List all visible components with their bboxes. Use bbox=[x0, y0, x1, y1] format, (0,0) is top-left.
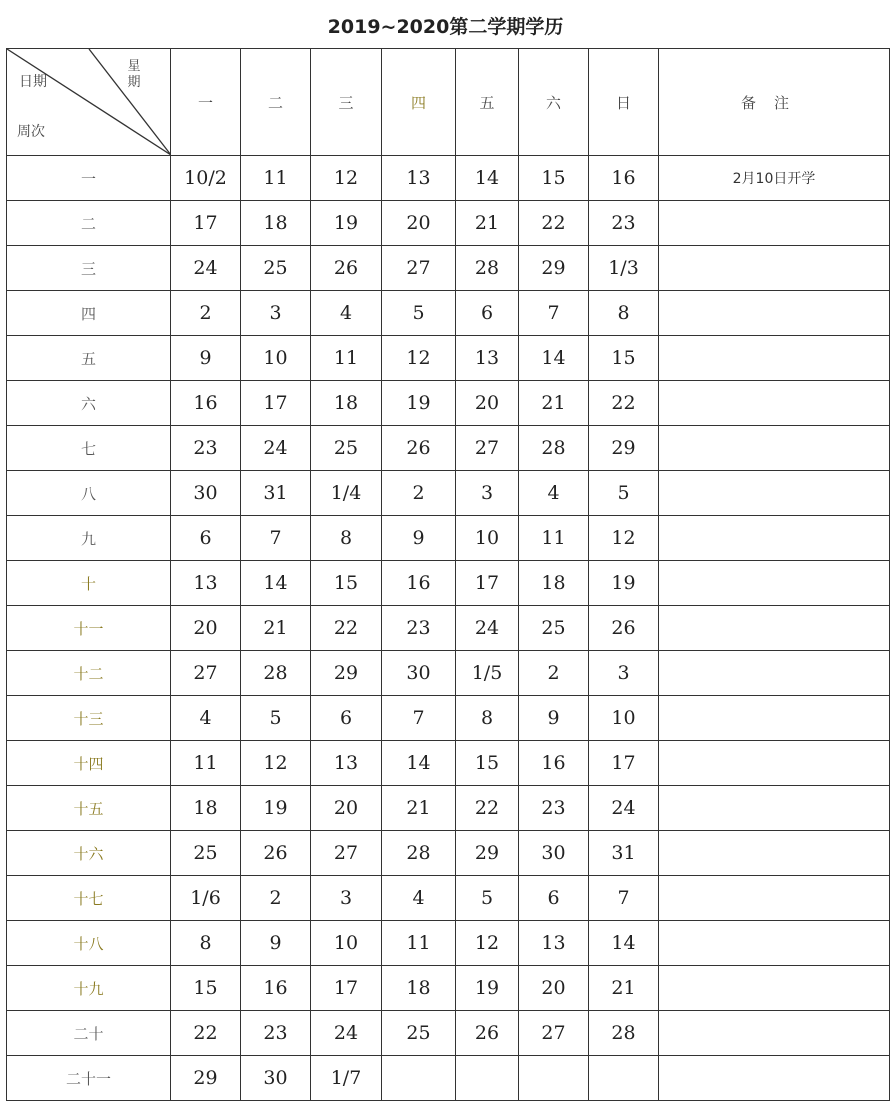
week-row bbox=[7, 831, 890, 876]
week-number-cell: 十 bbox=[7, 561, 171, 606]
week-row bbox=[7, 1011, 890, 1056]
note-cell bbox=[659, 696, 890, 741]
date-cell: 18 bbox=[519, 561, 589, 606]
date-cell: 25 bbox=[171, 831, 241, 876]
date-cell: 29 bbox=[171, 1056, 241, 1101]
date-cell: 27 bbox=[382, 246, 456, 291]
date-cell: 20 bbox=[382, 201, 456, 246]
day-header: 四 bbox=[382, 49, 456, 156]
date-cell: 7 bbox=[519, 291, 589, 336]
note-cell bbox=[659, 201, 890, 246]
date-cell: 17 bbox=[456, 561, 519, 606]
date-cell bbox=[456, 1056, 519, 1101]
date-cell: 13 bbox=[171, 561, 241, 606]
date-cell: 7 bbox=[241, 516, 311, 561]
date-cell bbox=[519, 1056, 589, 1101]
corner-week-label: 周次 bbox=[17, 124, 45, 140]
note-cell bbox=[659, 246, 890, 291]
date-cell: 14 bbox=[589, 921, 659, 966]
day-header: 六 bbox=[519, 49, 589, 156]
date-cell: 3 bbox=[589, 651, 659, 696]
date-cell: 1/3 bbox=[589, 246, 659, 291]
date-cell: 18 bbox=[241, 201, 311, 246]
date-cell bbox=[382, 1056, 456, 1101]
date-cell: 10/2 bbox=[171, 156, 241, 201]
week-row bbox=[7, 201, 890, 246]
week-row bbox=[7, 1056, 890, 1101]
header-row bbox=[7, 49, 890, 156]
date-cell: 4 bbox=[382, 876, 456, 921]
date-cell: 4 bbox=[311, 291, 382, 336]
date-cell: 30 bbox=[382, 651, 456, 696]
week-number-cell: 一 bbox=[7, 156, 171, 201]
note-header: 备注 bbox=[659, 49, 890, 156]
date-cell: 28 bbox=[241, 651, 311, 696]
note-cell bbox=[659, 966, 890, 1011]
date-cell: 26 bbox=[241, 831, 311, 876]
date-cell: 16 bbox=[519, 741, 589, 786]
date-cell: 28 bbox=[456, 246, 519, 291]
date-cell: 15 bbox=[171, 966, 241, 1011]
date-cell: 5 bbox=[589, 471, 659, 516]
week-number-cell: 十九 bbox=[7, 966, 171, 1011]
date-cell: 5 bbox=[456, 876, 519, 921]
note-cell bbox=[659, 291, 890, 336]
date-cell: 17 bbox=[171, 201, 241, 246]
date-cell: 27 bbox=[519, 1011, 589, 1056]
date-cell: 16 bbox=[241, 966, 311, 1011]
date-cell: 26 bbox=[589, 606, 659, 651]
note-cell bbox=[659, 786, 890, 831]
note-cell bbox=[659, 876, 890, 921]
date-cell: 21 bbox=[519, 381, 589, 426]
date-cell: 19 bbox=[241, 786, 311, 831]
week-row bbox=[7, 336, 890, 381]
date-cell: 16 bbox=[589, 156, 659, 201]
date-cell: 7 bbox=[382, 696, 456, 741]
date-cell: 15 bbox=[311, 561, 382, 606]
date-cell: 11 bbox=[241, 156, 311, 201]
date-cell: 20 bbox=[456, 381, 519, 426]
date-cell: 28 bbox=[589, 1011, 659, 1056]
date-cell: 20 bbox=[171, 606, 241, 651]
date-cell: 27 bbox=[311, 831, 382, 876]
date-cell: 22 bbox=[456, 786, 519, 831]
date-cell: 27 bbox=[171, 651, 241, 696]
date-cell: 1/7 bbox=[311, 1056, 382, 1101]
week-row bbox=[7, 561, 890, 606]
date-cell: 24 bbox=[456, 606, 519, 651]
week-number-cell: 十三 bbox=[7, 696, 171, 741]
page-title: 2019~2020第二学期学历 bbox=[327, 16, 564, 38]
date-cell: 19 bbox=[382, 381, 456, 426]
date-cell: 2 bbox=[382, 471, 456, 516]
date-cell: 29 bbox=[589, 426, 659, 471]
day-header: 三 bbox=[311, 49, 382, 156]
date-cell: 17 bbox=[241, 381, 311, 426]
week-row bbox=[7, 651, 890, 696]
week-number-cell: 十一 bbox=[7, 606, 171, 651]
date-cell: 25 bbox=[382, 1011, 456, 1056]
corner-date-label: 日期 bbox=[19, 74, 47, 90]
date-cell: 29 bbox=[519, 246, 589, 291]
date-cell: 12 bbox=[456, 921, 519, 966]
date-cell: 2 bbox=[519, 651, 589, 696]
week-number-cell: 十七 bbox=[7, 876, 171, 921]
week-number-cell: 四 bbox=[7, 291, 171, 336]
week-number-cell: 二十 bbox=[7, 1011, 171, 1056]
date-cell: 6 bbox=[519, 876, 589, 921]
date-cell: 30 bbox=[171, 471, 241, 516]
week-number-cell: 六 bbox=[7, 381, 171, 426]
date-cell: 3 bbox=[456, 471, 519, 516]
date-cell: 19 bbox=[589, 561, 659, 606]
week-row bbox=[7, 966, 890, 1011]
note-cell bbox=[659, 606, 890, 651]
date-cell: 10 bbox=[456, 516, 519, 561]
date-cell: 23 bbox=[241, 1011, 311, 1056]
date-cell: 25 bbox=[519, 606, 589, 651]
date-cell: 15 bbox=[519, 156, 589, 201]
date-cell: 27 bbox=[456, 426, 519, 471]
week-row bbox=[7, 921, 890, 966]
date-cell: 14 bbox=[382, 741, 456, 786]
date-cell: 12 bbox=[241, 741, 311, 786]
date-cell: 14 bbox=[519, 336, 589, 381]
date-cell: 8 bbox=[171, 921, 241, 966]
day-header: 一 bbox=[171, 49, 241, 156]
date-cell: 21 bbox=[241, 606, 311, 651]
date-cell: 9 bbox=[171, 336, 241, 381]
date-cell: 8 bbox=[311, 516, 382, 561]
date-cell: 3 bbox=[311, 876, 382, 921]
date-cell: 23 bbox=[382, 606, 456, 651]
week-number-cell: 五 bbox=[7, 336, 171, 381]
date-cell: 20 bbox=[519, 966, 589, 1011]
date-cell: 3 bbox=[241, 291, 311, 336]
week-number-cell: 二 bbox=[7, 201, 171, 246]
date-cell: 24 bbox=[241, 426, 311, 471]
date-cell: 29 bbox=[311, 651, 382, 696]
note-cell bbox=[659, 651, 890, 696]
date-cell: 9 bbox=[519, 696, 589, 741]
week-number-cell: 十五 bbox=[7, 786, 171, 831]
week-row bbox=[7, 876, 890, 921]
week-row bbox=[7, 786, 890, 831]
date-cell: 6 bbox=[456, 291, 519, 336]
date-cell: 6 bbox=[311, 696, 382, 741]
week-row bbox=[7, 156, 890, 201]
academic-calendar-table bbox=[6, 48, 890, 1101]
date-cell: 24 bbox=[589, 786, 659, 831]
date-cell: 12 bbox=[311, 156, 382, 201]
date-cell: 12 bbox=[589, 516, 659, 561]
week-row bbox=[7, 471, 890, 516]
date-cell: 12 bbox=[382, 336, 456, 381]
week-row bbox=[7, 516, 890, 561]
week-number-cell: 十八 bbox=[7, 921, 171, 966]
date-cell: 15 bbox=[589, 336, 659, 381]
date-cell: 21 bbox=[456, 201, 519, 246]
week-row bbox=[7, 381, 890, 426]
date-cell: 23 bbox=[519, 786, 589, 831]
day-header: 日 bbox=[589, 49, 659, 156]
date-cell: 22 bbox=[311, 606, 382, 651]
note-cell bbox=[659, 1056, 890, 1101]
date-cell: 11 bbox=[311, 336, 382, 381]
date-cell: 9 bbox=[382, 516, 456, 561]
date-cell: 13 bbox=[519, 921, 589, 966]
date-cell: 28 bbox=[382, 831, 456, 876]
week-row bbox=[7, 696, 890, 741]
date-cell: 19 bbox=[311, 201, 382, 246]
date-cell: 17 bbox=[311, 966, 382, 1011]
date-cell: 16 bbox=[171, 381, 241, 426]
week-number-cell: 二十一 bbox=[7, 1056, 171, 1101]
date-cell: 28 bbox=[519, 426, 589, 471]
day-header: 二 bbox=[241, 49, 311, 156]
date-cell: 14 bbox=[456, 156, 519, 201]
date-cell: 15 bbox=[456, 741, 519, 786]
date-cell: 18 bbox=[171, 786, 241, 831]
date-cell: 1/4 bbox=[311, 471, 382, 516]
date-cell: 8 bbox=[456, 696, 519, 741]
week-number-cell: 三 bbox=[7, 246, 171, 291]
date-cell: 22 bbox=[519, 201, 589, 246]
date-cell: 18 bbox=[382, 966, 456, 1011]
date-cell: 2 bbox=[171, 291, 241, 336]
date-cell: 6 bbox=[171, 516, 241, 561]
day-header: 五 bbox=[456, 49, 519, 156]
week-number-cell: 八 bbox=[7, 471, 171, 516]
date-cell: 18 bbox=[311, 381, 382, 426]
date-cell: 17 bbox=[589, 741, 659, 786]
note-cell bbox=[659, 921, 890, 966]
note-cell bbox=[659, 561, 890, 606]
date-cell: 26 bbox=[456, 1011, 519, 1056]
date-cell: 31 bbox=[241, 471, 311, 516]
date-cell: 1/5 bbox=[456, 651, 519, 696]
week-number-cell: 九 bbox=[7, 516, 171, 561]
date-cell: 23 bbox=[171, 426, 241, 471]
week-number-cell: 七 bbox=[7, 426, 171, 471]
date-cell: 16 bbox=[382, 561, 456, 606]
date-cell: 13 bbox=[311, 741, 382, 786]
date-cell: 30 bbox=[519, 831, 589, 876]
corner-weekday-label: 星期 bbox=[127, 59, 141, 90]
week-number-cell: 十六 bbox=[7, 831, 171, 876]
note-cell bbox=[659, 1011, 890, 1056]
note-cell bbox=[659, 741, 890, 786]
date-cell: 22 bbox=[589, 381, 659, 426]
date-cell: 5 bbox=[382, 291, 456, 336]
note-cell bbox=[659, 471, 890, 516]
date-cell: 10 bbox=[311, 921, 382, 966]
note-cell bbox=[659, 426, 890, 471]
date-cell: 25 bbox=[241, 246, 311, 291]
date-cell: 22 bbox=[171, 1011, 241, 1056]
note-cell: 2月10日开学 bbox=[659, 156, 890, 201]
date-cell: 7 bbox=[589, 876, 659, 921]
date-cell: 23 bbox=[589, 201, 659, 246]
note-cell bbox=[659, 831, 890, 876]
date-cell: 26 bbox=[311, 246, 382, 291]
date-cell: 25 bbox=[311, 426, 382, 471]
corner-header-cell bbox=[7, 49, 171, 156]
date-cell: 29 bbox=[456, 831, 519, 876]
date-cell: 21 bbox=[589, 966, 659, 1011]
date-cell: 4 bbox=[171, 696, 241, 741]
date-cell: 24 bbox=[171, 246, 241, 291]
date-cell bbox=[589, 1056, 659, 1101]
date-cell: 1/6 bbox=[171, 876, 241, 921]
date-cell: 26 bbox=[382, 426, 456, 471]
week-row bbox=[7, 246, 890, 291]
date-cell: 19 bbox=[456, 966, 519, 1011]
date-cell: 31 bbox=[589, 831, 659, 876]
date-cell: 11 bbox=[171, 741, 241, 786]
date-cell: 13 bbox=[382, 156, 456, 201]
week-row bbox=[7, 741, 890, 786]
week-number-cell: 十二 bbox=[7, 651, 171, 696]
week-number-cell: 十四 bbox=[7, 741, 171, 786]
date-cell: 11 bbox=[519, 516, 589, 561]
date-cell: 2 bbox=[241, 876, 311, 921]
date-cell: 30 bbox=[241, 1056, 311, 1101]
date-cell: 14 bbox=[241, 561, 311, 606]
week-row bbox=[7, 606, 890, 651]
note-cell bbox=[659, 336, 890, 381]
date-cell: 8 bbox=[589, 291, 659, 336]
date-cell: 13 bbox=[456, 336, 519, 381]
note-cell bbox=[659, 516, 890, 561]
date-cell: 24 bbox=[311, 1011, 382, 1056]
date-cell: 10 bbox=[589, 696, 659, 741]
date-cell: 21 bbox=[382, 786, 456, 831]
date-cell: 20 bbox=[311, 786, 382, 831]
week-row bbox=[7, 291, 890, 336]
date-cell: 10 bbox=[241, 336, 311, 381]
date-cell: 4 bbox=[519, 471, 589, 516]
week-row bbox=[7, 426, 890, 471]
date-cell: 5 bbox=[241, 696, 311, 741]
date-cell: 9 bbox=[241, 921, 311, 966]
date-cell: 11 bbox=[382, 921, 456, 966]
note-cell bbox=[659, 381, 890, 426]
